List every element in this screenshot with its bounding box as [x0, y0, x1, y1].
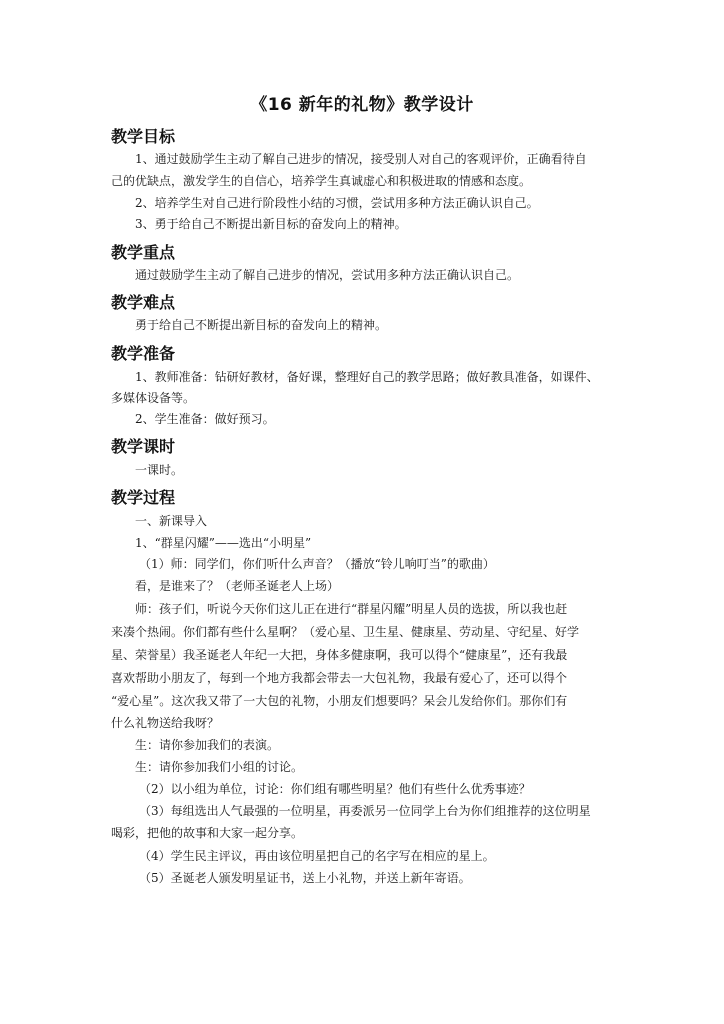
process-line-6: 生：请你参加我们的表演。: [135, 738, 280, 752]
heading-teaching-goals: 教学目标: [111, 127, 176, 146]
process-line-10: （4）学生民主评议，再由该位明星把自己的名字写在相应的星上。: [139, 849, 495, 863]
goal-1-line-1: 1、通过鼓励学生主动了解自己进步的情况，接受别人对自己的客观评价，正确看待自: [135, 152, 587, 166]
prep-1-line-2: 多媒体设备等。: [111, 391, 196, 405]
process-para-5-line-6: 什么礼物送给我呀？: [111, 716, 220, 730]
heading-teaching-key: 教学重点: [111, 243, 176, 262]
page-title: 《16 新年的礼物》教学设计: [250, 95, 474, 115]
difficulty-point: 勇于给自己不断提出新目标的奋发向上的精神。: [135, 318, 388, 332]
process-para-5-line-5: “爱心星”。这次我又带了一大包的礼物，小朋友们想要吗？呆会儿发给你们。那你们有: [111, 694, 568, 708]
process-para-5-line-4: 喜欢帮助小朋友了，每到一个地方我都会带去一大包礼物，我最有爱心了，还可以得个: [111, 671, 568, 685]
heading-teaching-process: 教学过程: [111, 488, 176, 507]
process-para-9-line-2: 喝彩，把他的故事和大家一起分享。: [111, 826, 304, 840]
process-para-5-line-3: 星、荣誉星）我圣诞老人年纪一大把，身体多健康啊，我可以得个“健康星”，还有我最: [111, 648, 568, 662]
process-para-5-line-1: 师：孩子们，听说今天你们这儿正在进行“群星闪耀”明星人员的选拔，所以我也赶: [135, 602, 568, 616]
process-line-3: （1）师：同学们，你们听什么声音？（播放“铃儿响叮当”的歌曲）: [139, 557, 495, 571]
prep-1-line-1: 1、教师准备：钻研好教材，备好课，整理好自己的教学思路；做好教具准备，如课件、: [135, 370, 599, 384]
goal-1-line-2: 己的优缺点，激发学生的自信心，培养学生真诚虚心和积极进取的情感和态度。: [111, 174, 532, 188]
key-point: 通过鼓励学生主动了解自己进步的情况，尝试用多种方法正确认识自己。: [135, 268, 520, 282]
hours-value: 一课时。: [135, 463, 184, 477]
process-para-5-line-2: 来凑个热闹。你们都有些什么星啊？（爱心星、卫生星、健康星、劳动星、守纪星、好学: [111, 625, 580, 639]
process-line-8: （2）以小组为单位，讨论：你们组有哪些明星？他们有些什么优秀事迹？: [139, 782, 531, 796]
process-line-4: 看，是谁来了？（老师圣诞老人上场）: [135, 579, 340, 593]
process-line-11: （5）圣诞老人颁发明星证书，送上小礼物，并送上新年寄语。: [139, 871, 471, 885]
goal-2: 2、培养学生对自己进行阶段性小结的习惯，尝试用多种方法正确认识自己。: [135, 196, 539, 210]
prep-2: 2、学生准备：做好预习。: [135, 412, 275, 426]
process-line-2: 1、“群星闪耀”——选出“小明星”: [135, 536, 312, 550]
process-para-9-line-1: （3）每组选出人气最强的一位明星，再委派另一位同学上台为你们组推荐的这位明星: [139, 804, 591, 818]
process-line-1: 一、新课导入: [135, 514, 208, 528]
process-line-7: 生：请你参加我们小组的讨论。: [135, 760, 304, 774]
heading-teaching-hours: 教学课时: [111, 437, 176, 456]
heading-teaching-difficulty: 教学难点: [111, 293, 176, 312]
goal-3: 3、勇于给自己不断提出新目标的奋发向上的精神。: [135, 217, 407, 231]
heading-teaching-prep: 教学准备: [111, 344, 176, 363]
